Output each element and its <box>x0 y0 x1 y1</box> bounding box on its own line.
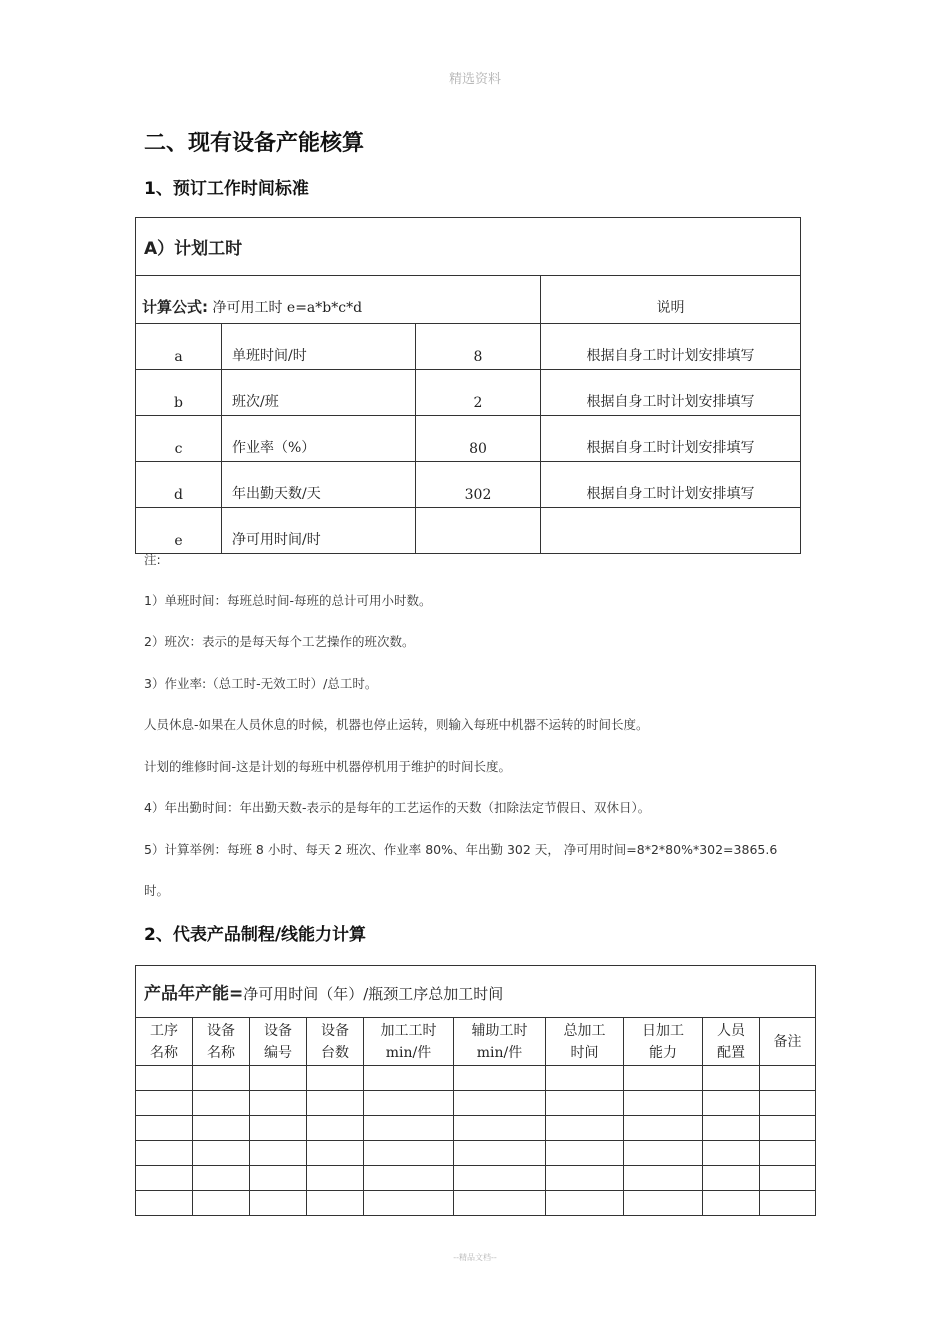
table-row <box>136 1166 816 1191</box>
table-title: A）计划工时 <box>136 218 801 276</box>
row-description: 根据自身工时计划安排填写 <box>541 416 801 462</box>
column-header: 设备 台数 <box>307 1018 364 1066</box>
row-name: 年出勤天数/天 <box>222 462 416 508</box>
row-description: 根据自身工时计划安排填写 <box>541 324 801 370</box>
capacity-formula-text: 净可用时间（年）/瓶颈工序总加工时间 <box>243 985 504 1003</box>
row-description <box>541 508 801 554</box>
row-symbol: d <box>136 462 222 508</box>
table-row <box>136 324 801 370</box>
row-value: 80 <box>416 416 541 462</box>
notes-label: 注: <box>144 552 161 567</box>
row-name: 净可用时间/时 <box>222 508 416 554</box>
column-header: 备注 <box>760 1018 816 1066</box>
note-item: 2）班次：表示的是每天每个工艺操作的班次数。 <box>144 634 415 649</box>
capacity-formula-bold: 产品年产能= <box>144 984 244 1004</box>
row-description: 根据自身工时计划安排填写 <box>541 370 801 416</box>
note-item: 4）年出勤时间：年出勤天数-表示的是每年的工艺运作的天数（扣除法定节假日、双休日）。 <box>144 800 651 815</box>
note-item: 时。 <box>144 883 170 898</box>
formula-label: 计算公式: <box>142 298 208 316</box>
row-value: 2 <box>416 370 541 416</box>
table-row <box>136 370 801 416</box>
column-header: 总加工 时间 <box>546 1018 624 1066</box>
table-header-row <box>136 1018 816 1066</box>
note-item: 1）单班时间：每班总时间-每班的总计可用小时数。 <box>144 593 432 608</box>
page-header-watermark: 精选资料 <box>448 72 501 87</box>
table-row <box>136 1091 816 1116</box>
line-capacity-table <box>135 965 816 1216</box>
table-row <box>136 416 801 462</box>
section-title: 二、现有设备产能核算 <box>144 131 365 156</box>
subsection-title-1: 1、预订工作时间标准 <box>144 179 309 199</box>
row-symbol: a <box>136 324 222 370</box>
table-row <box>136 1191 816 1216</box>
table-row <box>136 508 801 554</box>
row-symbol: e <box>136 508 222 554</box>
column-header: 日加工 能力 <box>624 1018 703 1066</box>
subsection-title-2: 2、代表产品制程/线能力计算 <box>144 925 367 945</box>
row-symbol: c <box>136 416 222 462</box>
note-item: 5）计算举例：每班 8 小时、每天 2 班次、作业率 80%、年出勤 302 天， 净可用时间=8*2*80%*302=3865.6 <box>144 842 778 857</box>
row-name: 班次/班 <box>222 370 416 416</box>
column-header: 设备 编号 <box>250 1018 307 1066</box>
row-symbol: b <box>136 370 222 416</box>
column-header: 辅助工时 min/件 <box>454 1018 546 1066</box>
page-footer-watermark: --精品文档-- <box>453 1253 497 1262</box>
row-value: 302 <box>416 462 541 508</box>
row-name: 作业率（%） <box>222 416 416 462</box>
formula-cell <box>136 276 541 324</box>
table-row <box>136 1141 816 1166</box>
formula-text: 净可用工时 e=a*b*c*d <box>212 300 363 316</box>
row-description: 根据自身工时计划安排填写 <box>541 462 801 508</box>
note-item: 3）作业率:（总工时-无效工时）/总工时。 <box>144 676 378 691</box>
planned-hours-table <box>135 217 801 554</box>
note-item: 计划的维修时间-这是计划的每班中机器停机用于维护的时间长度。 <box>144 759 512 774</box>
description-header: 说明 <box>541 276 801 324</box>
row-value: 8 <box>416 324 541 370</box>
row-value <box>416 508 541 554</box>
capacity-formula-title <box>136 966 816 1018</box>
column-header: 加工工时 min/件 <box>364 1018 454 1066</box>
column-header: 设备 名称 <box>193 1018 250 1066</box>
row-name: 单班时间/时 <box>222 324 416 370</box>
column-header: 工序 名称 <box>136 1018 193 1066</box>
table-row <box>136 1116 816 1141</box>
table-row <box>136 462 801 508</box>
note-item: 人员休息-如果在人员休息的时候，机器也停止运转，则输入每班中机器不运转的时间长度。 <box>144 717 649 732</box>
column-header: 人员 配置 <box>703 1018 760 1066</box>
table-row <box>136 1066 816 1091</box>
